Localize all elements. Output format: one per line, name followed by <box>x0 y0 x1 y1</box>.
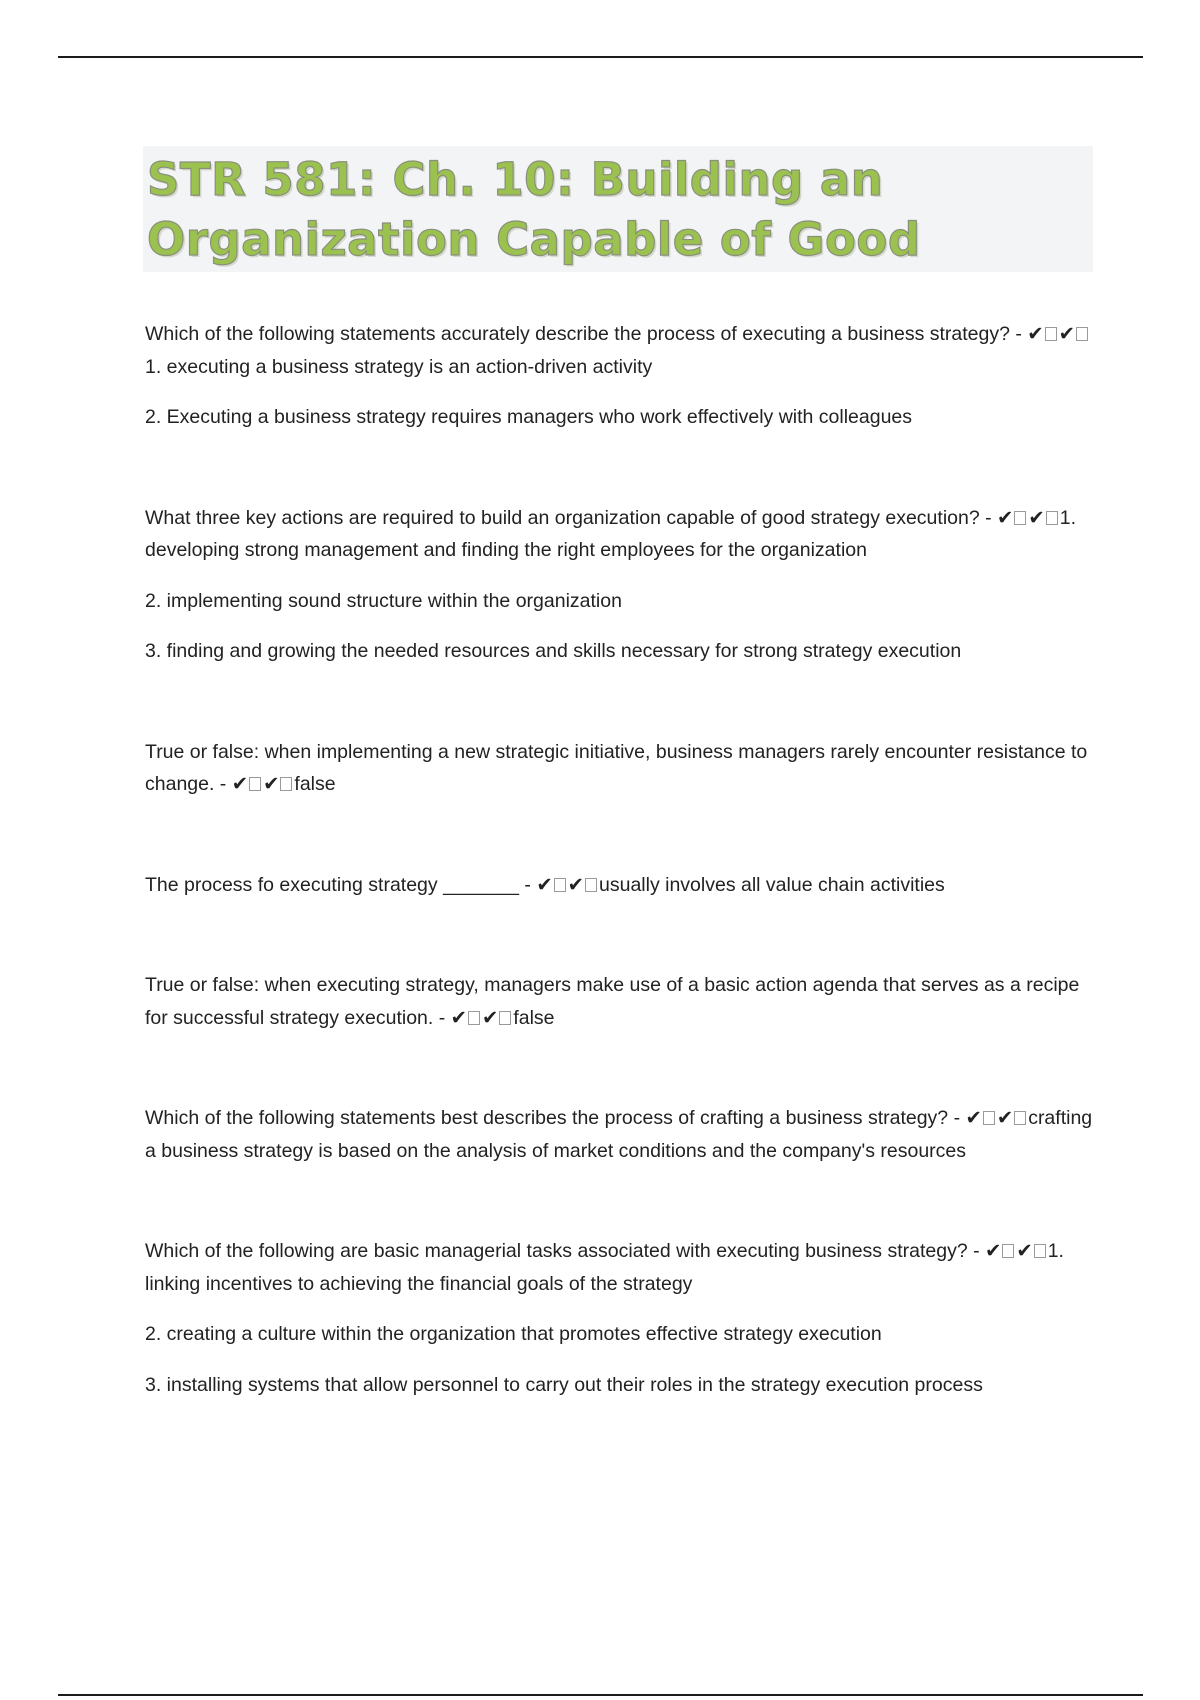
answer-marker <box>536 874 599 896</box>
checkmark-icon: ✔ <box>263 772 280 795</box>
title-banner <box>143 146 1093 272</box>
checkmark-icon: ✔ <box>231 772 249 795</box>
answer-text: 1. developing strong management and finding the right employees for the organization <box>145 506 1076 561</box>
answer-text: crafting a business strategy is based on the analysis of market conditions and the company's resources <box>145 1107 1093 1162</box>
question-paragraph <box>145 869 1095 902</box>
checkmark-icon: ✔ <box>997 505 1014 529</box>
qa-item <box>145 502 1095 668</box>
empty-box-icon <box>468 1011 480 1025</box>
answer-text: false <box>294 773 336 795</box>
question-paragraph <box>145 1102 1095 1167</box>
empty-box-icon <box>280 777 292 791</box>
answer-marker <box>997 507 1060 529</box>
question-paragraph <box>145 318 1095 383</box>
question-paragraph <box>145 502 1095 567</box>
checkmark-icon: ✔ <box>1028 505 1045 529</box>
question-paragraph <box>145 736 1095 801</box>
header-rule <box>58 56 1143 58</box>
answer-text: usually involves all value chain activities <box>599 873 945 896</box>
question-text: The process fo executing strategy _______ - <box>145 873 531 896</box>
answer-text: false <box>513 1006 555 1029</box>
qa-item <box>145 318 1095 434</box>
answer-marker <box>451 1007 514 1029</box>
answer-line: 2. creating a culture within the organization that promotes effective strategy execution <box>145 1323 882 1345</box>
checkmark-icon: ✔ <box>996 1106 1014 1129</box>
answer-line: 3. installing systems that allow personnel to carry out their roles in the strategy execution process <box>145 1373 983 1396</box>
checkmark-icon: ✔ <box>450 1005 467 1029</box>
question-text: True or false: when executing strategy, managers make use of a basic action agenda that serves as a recipe for successful strategy execution. - <box>145 974 1080 1029</box>
empty-box-icon <box>1076 327 1088 341</box>
checkmark-icon: ✔ <box>1027 322 1044 345</box>
answer-text: 1. executing a business strategy is an action-driven activity <box>145 355 653 378</box>
answer-marker <box>232 773 295 795</box>
answer-marker <box>1027 323 1090 345</box>
empty-box-icon <box>1046 511 1058 525</box>
empty-box-icon <box>983 1111 995 1125</box>
checkmark-icon: ✔ <box>1058 322 1075 345</box>
checkmark-icon: ✔ <box>536 872 553 896</box>
answer-text: 1. linking incentives to achieving the financial goals of the strategy <box>145 1240 1064 1295</box>
empty-box-icon <box>1014 511 1026 525</box>
qa-item <box>145 1102 1095 1167</box>
answer-line: 2. Executing a business strategy requires managers who work effectively with colleagues <box>145 406 913 428</box>
answer-line: 2. implementing sound structure within the organization <box>145 589 622 612</box>
empty-box-icon <box>554 878 566 892</box>
empty-box-icon <box>249 777 261 791</box>
question-text: Which of the following are basic managerial tasks associated with executing business strategy? - <box>145 1240 980 1262</box>
answer-marker <box>985 1240 1048 1262</box>
empty-box-icon <box>1002 1244 1014 1258</box>
question-text: True or false: when implementing a new strategic initiative, business managers rarely encounter resistance to change. - <box>145 740 1088 795</box>
qa-item <box>145 1235 1095 1401</box>
question-text: Which of the following statements best describes the process of crafting a business strategy? - <box>145 1107 961 1129</box>
empty-box-icon <box>585 878 597 892</box>
question-text: What three key actions are required to build an organization capable of good strategy execution? - <box>145 506 992 529</box>
qa-item <box>145 969 1095 1034</box>
empty-box-icon <box>1034 1244 1046 1258</box>
document-title: STR 581: Ch. 10: Building an Organization Capable of Good <box>147 153 921 266</box>
answer-marker <box>966 1107 1029 1129</box>
checkmark-icon: ✔ <box>965 1106 982 1129</box>
empty-box-icon <box>499 1011 511 1025</box>
checkmark-icon: ✔ <box>985 1239 1002 1262</box>
checkmark-icon: ✔ <box>567 872 585 896</box>
checkmark-icon: ✔ <box>1016 1239 1033 1262</box>
question-text: Which of the following statements accurately describe the process of executing a business strategy? - <box>145 323 1022 345</box>
qa-item <box>145 736 1095 801</box>
qa-list <box>145 318 1095 1401</box>
question-paragraph <box>145 1235 1095 1300</box>
empty-box-icon <box>1014 1111 1026 1125</box>
checkmark-icon: ✔ <box>481 1005 499 1029</box>
question-paragraph <box>145 969 1095 1034</box>
answer-line: 3. finding and growing the needed resources and skills necessary for strong strategy execution <box>145 640 962 662</box>
empty-box-icon <box>1045 327 1057 341</box>
footer-rule <box>58 1694 1143 1696</box>
qa-item <box>145 869 1095 902</box>
